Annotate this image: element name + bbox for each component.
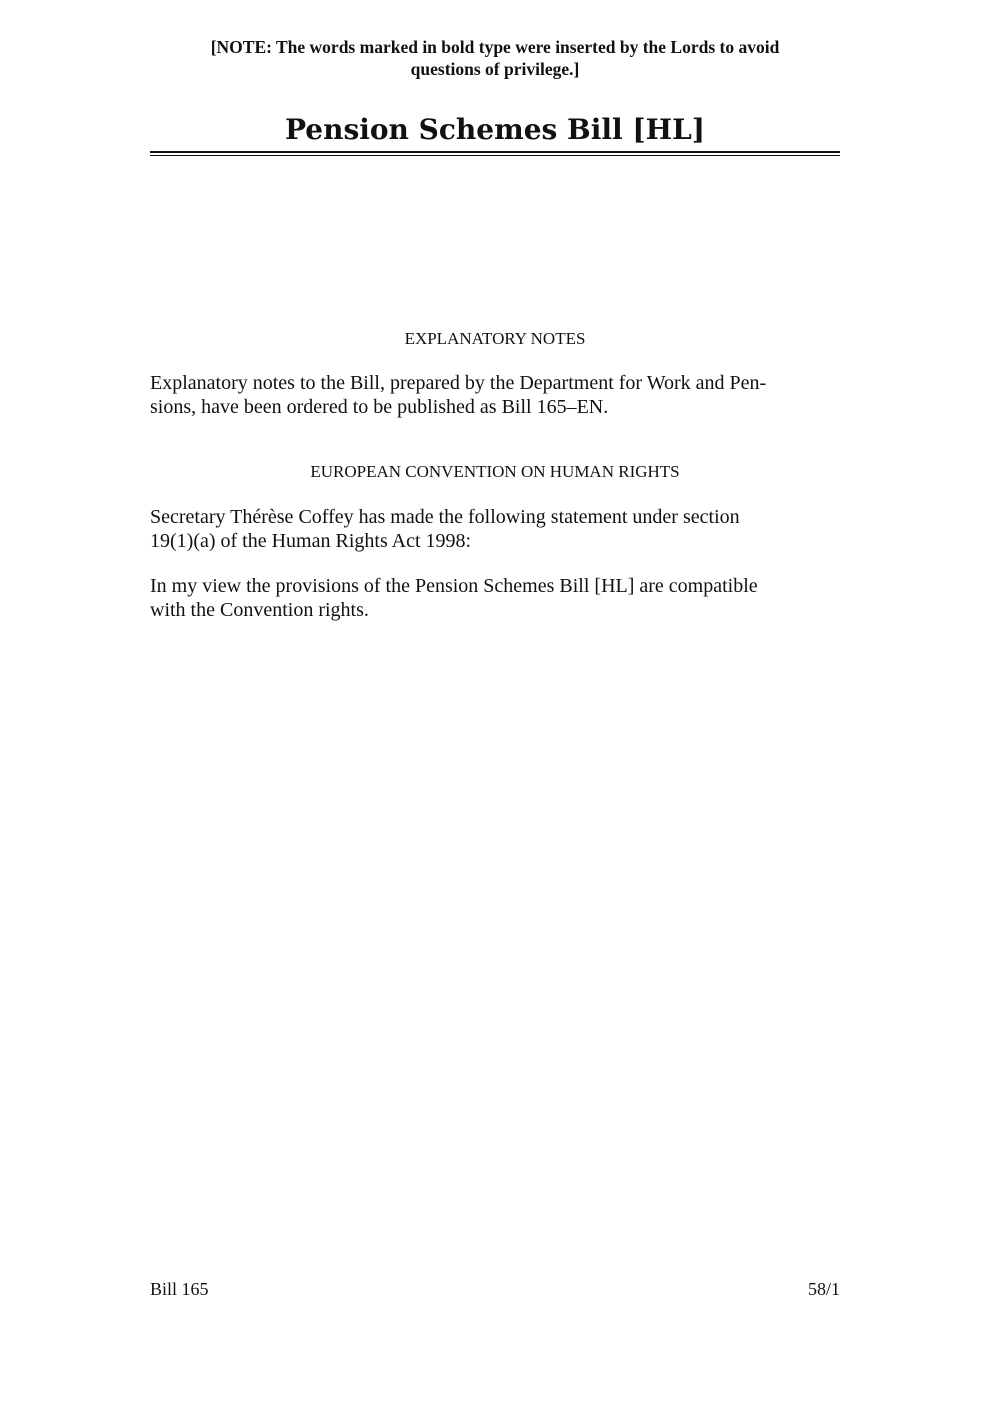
echr-view-line-2: with the Convention rights. <box>150 599 369 621</box>
footer-page-ref: 58/1 <box>807 1279 840 1299</box>
echr-statement-paragraph <box>150 505 840 553</box>
echr-view-paragraph <box>150 574 840 622</box>
explanatory-notes-heading: EXPLANATORY NOTES <box>404 329 586 348</box>
privilege-note-line-1: [NOTE: The words marked in bold type were inserted by the Lords to avoid <box>210 37 780 57</box>
title-rule-thick <box>150 151 840 153</box>
echr-statement-line-2: 19(1)(a) of the Human Rights Act 1998: <box>150 530 472 552</box>
explanatory-notes-line-2: sions, have been ordered to be published as Bill 165–EN. <box>150 396 609 418</box>
echr-heading: EUROPEAN CONVENTION ON HUMAN RIGHTS <box>310 462 680 481</box>
privilege-note-line-2: questions of privilege.] <box>410 59 580 79</box>
privilege-note <box>150 36 840 80</box>
echr-statement-line-1: Secretary Thérèse Coffey has made the following statement under section <box>150 506 740 528</box>
explanatory-notes-paragraph <box>150 371 840 419</box>
footer-bill-number: Bill 165 <box>150 1279 209 1299</box>
explanatory-notes-line-1: Explanatory notes to the Bill, prepared by the Department for Work and Pen- <box>150 372 767 394</box>
echr-view-line-1: In my view the provisions of the Pension Schemes Bill [HL] are compatible <box>150 575 758 597</box>
bill-title: Pension Schemes Bill [HL] <box>284 113 705 146</box>
title-rule-thin <box>150 155 840 156</box>
